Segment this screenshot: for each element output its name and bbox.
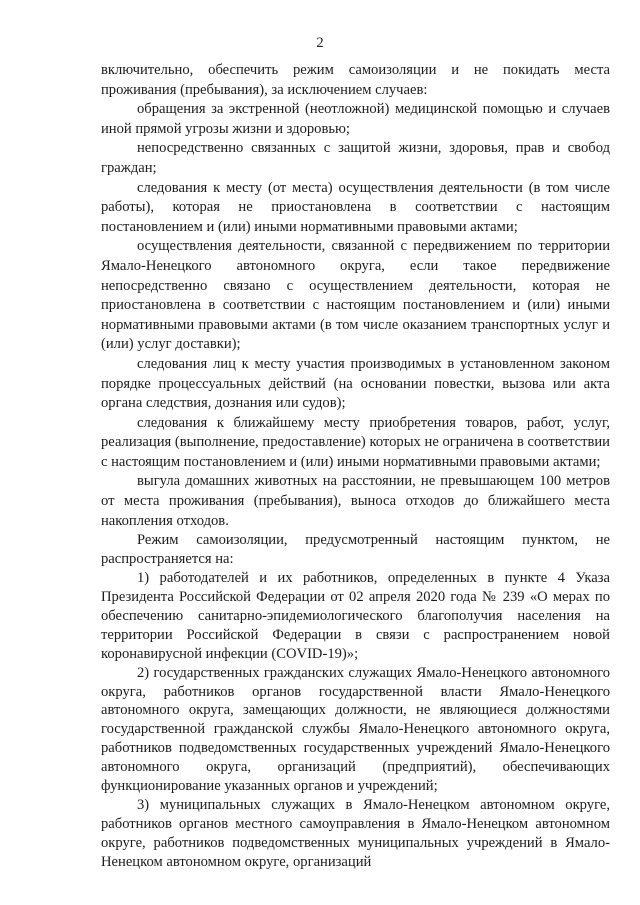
paragraph: следования к месту (от места) осуществления деятельности (в том числе работы), которая не приостановлена в соответствии с настоящим постановлением и (или) иными нормативными правовыми актами; [101,179,610,235]
paragraph: включительно, обеспечить режим самоизоляции и не покидать места проживания (пребывания), за исключением случаев: [101,62,610,98]
page-number: 2 [316,35,324,51]
paragraph: непосредственно связанных с защитой жизни, здоровья, прав и свобод граждан; [101,140,610,176]
document-body [101,61,610,872]
paragraph: осуществления деятельности, связанной с передвижением по территории Ямало-Ненецкого автономного округа, если такое передвижение непосредственно связано с осуществлением деятельности, которая не приостановлена в соответствии с настоящим постановлением и (или) иными нормативными правовыми актами (в том числе оказанием транспортных услуг и (или) услуг доставки); [101,238,610,353]
paragraph: выгула домашних животных на расстоянии, не превышающем 100 метров от места проживания (пребывания), выноса отходов до ближайшего места накопления отходов. [101,473,610,529]
paragraph: 1) работодателей и их работников, определенных в пункте 4 Указа Президента Российской Федерации от 02 апреля 2020 года № 239 «О мерах по обеспечению санитарно-эпидемиологического благополучия населения на территории Российской Федерации в связи с распространением новой коронавирусной инфекции (COVID-19)»; [101,570,610,662]
paragraph: следования лиц к месту участия производимых в установленном законом порядке процессуальных действий (на основании повестки, вызова или акта органа следствия, дознания или судов); [101,355,610,412]
paragraph: 2) государственных гражданских служащих Ямало-Ненецкого автономного округа, работников органов государственной власти Ямало-Ненецкого автономного округа, замещающих должности, не являющиеся должностями государственной гражданской службы Ямало-Ненецкого автономного округа, работников подведомственных государственных учреждений Ямало-Ненецкого автономного округа, организаций (предприятий), обеспечивающих функционирование указанных органов и учреждений; [101,664,610,795]
paragraph: обращения за экстренной (неотложной) медицинской помощью и случаев иной прямой угрозы жизни и здоровью; [101,101,610,137]
paragraph: следования к ближайшему месту приобретения товаров, работ, услуг, реализация (выполнение, предоставление) которых не ограничена в соответствии с настоящим постановлением и (или) иными нормативными правовыми актами; [101,414,610,470]
paragraph: 3) муниципальных служащих в Ямало-Ненецком автономном округе, работников органов местного самоуправления в Ямало-Ненецком автономном округе, работников подведомственных муниципальных учреждений в Ямало-Ненецком автономном округе, организаций [101,796,610,870]
paragraph: Режим самоизоляции, предусмотренный настоящим пунктом, не распространяется на: [101,532,610,568]
